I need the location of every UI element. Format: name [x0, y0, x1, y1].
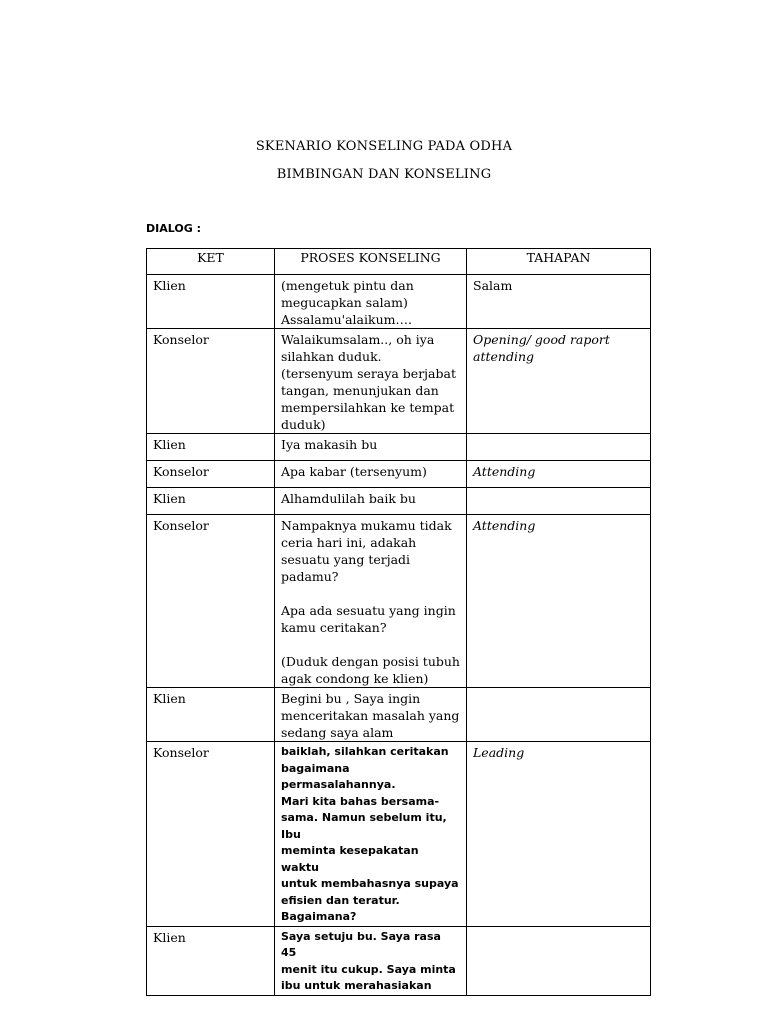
ket-cell: Konselor [147, 329, 275, 434]
table-row [147, 515, 651, 688]
ket-cell: Klien [147, 434, 275, 461]
proses-text: Saya setuju bu. Saya rasa 45 menit itu cukup. Saya minta ibu untuk merahasiakan [281, 929, 456, 992]
tahapan-text: Opening/ good raport attending [473, 332, 610, 364]
proses-text: Walaikumsalam.., oh iya silahkan duduk. (tersenyum seraya berjabat tangan, menunjukan dan mempersilahkan ke tempat duduk) [281, 332, 456, 432]
tahapan-cell [467, 488, 651, 515]
proses-cell [275, 434, 467, 461]
tahapan-cell [467, 461, 651, 488]
tahapan-text: Salam [473, 278, 513, 293]
table-row [147, 688, 651, 742]
tahapan-text: Leading [473, 745, 525, 760]
table-row [147, 461, 651, 488]
proses-cell [275, 688, 467, 742]
table-row [147, 926, 651, 995]
tahapan-cell [467, 688, 651, 742]
proses-text: Iya makasih bu [281, 437, 378, 452]
tahapan-cell [467, 515, 651, 688]
proses-cell [275, 329, 467, 434]
proses-cell [275, 926, 467, 995]
proses-cell [275, 461, 467, 488]
dialog-label: DIALOG : [146, 222, 201, 235]
header-tahapan: TAHAPAN [467, 249, 651, 275]
tahapan-cell [467, 275, 651, 329]
proses-cell [275, 488, 467, 515]
table-row [147, 742, 651, 927]
tahapan-cell [467, 742, 651, 927]
ket-cell: Klien [147, 488, 275, 515]
document-title: SKENARIO KONSELING PADA ODHA [255, 139, 513, 154]
ket-cell: Klien [147, 926, 275, 995]
table-row [147, 434, 651, 461]
tahapan-cell [467, 926, 651, 995]
table-row [147, 275, 651, 329]
document-subtitle: BIMBINGAN DAN KONSELING [276, 167, 492, 182]
ket-cell: Konselor [147, 515, 275, 688]
proses-text: Begini bu , Saya ingin menceritakan masalah yang sedang saya alam [281, 691, 460, 740]
proses-cell [275, 275, 467, 329]
proses-cell [275, 742, 467, 927]
ket-cell: Klien [147, 688, 275, 742]
tahapan-text: Attending [473, 464, 536, 479]
table-row [147, 488, 651, 515]
table-row [147, 329, 651, 434]
tahapan-text: Attending [473, 518, 536, 533]
proses-text: (mengetuk pintu dan megucapkan salam) Assalamu'alaikum…. [281, 278, 414, 327]
tahapan-cell [467, 329, 651, 434]
ket-cell: Konselor [147, 742, 275, 927]
header-ket: KET [147, 249, 275, 275]
header-proses-konseling: PROSES KONSELING [275, 249, 467, 275]
proses-text: baiklah, silahkan ceritakan bagaimana permasalahannya. Mari kita bahas bersama- sama. Namun sebelum itu, Ibu meminta kesepakatan waktu untuk membahasnya supaya efisien dan teratur. Bagaimana? [281, 745, 459, 923]
tahapan-cell [467, 434, 651, 461]
dialog-table [146, 248, 651, 996]
proses-text: Apa kabar (tersenyum) [281, 464, 427, 479]
proses-text: Alhamdulilah baik bu [281, 491, 416, 506]
ket-cell: Konselor [147, 461, 275, 488]
table-header-row [147, 249, 651, 275]
ket-cell: Klien [147, 275, 275, 329]
proses-text: Nampaknya mukamu tidak ceria hari ini, adakah sesuatu yang terjadi padamu? Apa ada sesuatu yang ingin kamu ceritakan? (Duduk dengan posisi tubuh agak condong ke klien) [281, 518, 460, 686]
proses-cell [275, 515, 467, 688]
